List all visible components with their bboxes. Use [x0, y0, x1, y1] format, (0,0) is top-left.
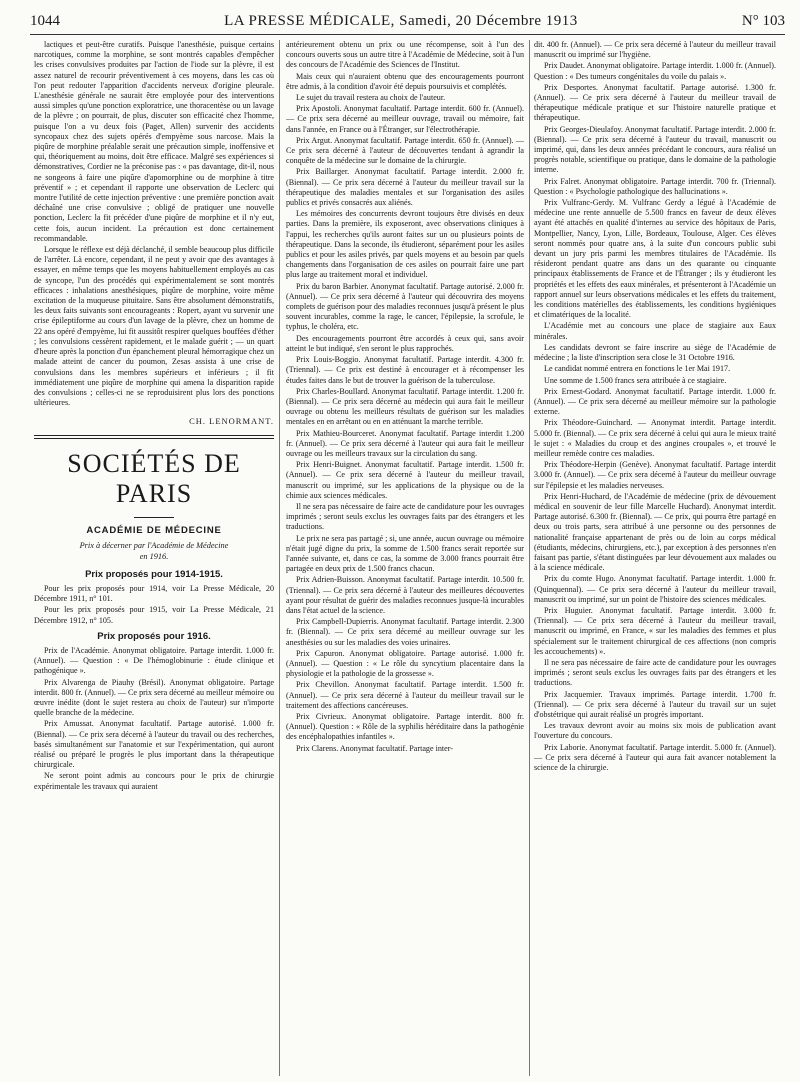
paragraph: Le sujet du travail restera au choix de l'auteur.: [296, 93, 446, 103]
paragraph: Prix Vulfranc-Gerdy. M. Vulfranc Gerdy a légué à l'Académie de médecine une rente annuelle de 5.500 francs en faveur de deux élèves ayant été attachés en qualité d'internes au service des hôpitaux de Paris, Montpellier, Nancy, Lyon, Lille, Bordeaux, Toulouse, Alger. Ces élèves seront nommés pour quatre ans, à la suite d'un concours public subi devant un jury pris parmi les membres titulaires de l'Académie. Ils résideront pendant quatre ans dans un des quarante ou cinquante principaux établissements de France et de l'Étranger ; ils y étudieront les propriétés et les effets des eaux minérales, et présenteront à l'Académie un rapport annuel sur leurs observations médicales et les effets du traitement, les conditions matérielles des établissements, les conditions hygiéniques et climatériques de la localité.: [534, 198, 776, 320]
paragraph: dit. 400 fr. (Annuel). — Ce prix sera décerné à l'auteur du meilleur travail manuscrit ou imprimé sur l'hygiène.: [534, 40, 776, 60]
paragraph: Pour les prix proposés pour 1915, voir La Presse Médicale, 21 Décembre 1912, n° 105.: [34, 605, 274, 625]
paragraph: Prix Daudet. Anonymat obligatoire. Partage interdit. 1.000 fr. (Annuel). Question : « Des tumeurs congénitales du voile du palais ».: [534, 61, 776, 81]
journal-running-title: LA PRESSE MÉDICALE, Samedi, 20 Décembre 1913: [224, 12, 578, 29]
divider: [134, 517, 174, 518]
paragraph: Prix Falret. Anonymat obligatoire. Partage interdit. 700 fr. (Triennal). Question : « Psychologie pathologique des hallucinations ».: [534, 176, 776, 196]
society-heading: ACADÉMIE DE MÉDECINE: [86, 524, 222, 536]
subheading: Prix proposés pour 1916.: [97, 630, 211, 642]
paragraph: Pour les prix proposés pour 1914, voir La Presse Médicale, 20 Décembre 1911, n° 101.: [34, 583, 274, 604]
paragraph: Prix Laborie. Anonymat facultatif. Partage interdit. 5.000 fr. (Annuel). — Ce prix sera décerné à l'auteur qui aura fait avancer notablement la science de la chirurgie.: [534, 742, 776, 773]
subheading: Prix proposés pour 1914-1915.: [85, 568, 223, 580]
paragraph: Prix Huguier. Anonymat facultatif. Partage interdit. 3.000 fr. (Triennal). — Ce prix sera décerné à l'auteur du meilleur travail, manuscrit ou imprimé, en France, « sur les maladies des femmes et plus spécialement sur le traitement chirurgical de ces affections (non compris les accouchements) ».: [534, 605, 776, 656]
paragraph: Les mémoires des concurrents devront toujours être divisés en deux parties. Dans la première, ils exposeront, avec observations cliniques à l'appui, les recherches qu'ils auront faites sur un ou plusieurs points de thérapeutique. Dans la seconde, ils étudieront, séparément pour les asiles publics et pour les asiles privés, par quels moyens et au besoin par quels changements dans l'organisation de ces asiles on pourrait faire une part plus large au traitement moral et individuel.: [286, 209, 524, 280]
paragraph: Prix Chevillon. Anonymat facultatif. Partage interdit. 1.500 fr. (Annuel). — Ce prix sera décerné à l'auteur du meilleur travail sur le traitement des affections cancéreuses.: [286, 680, 524, 710]
paragraph: Prix Apostoli. Anonymat facultatif. Partage interdit. 600 fr. (Annuel). — Ce prix sera décerné au meilleur ouvrage, travail ou mémoire, fait dans l'année, en France ou à l'Étranger, sur l'électrothérapie.: [286, 104, 524, 134]
section-divider: [34, 435, 274, 439]
paragraph: Prix Georges-Dieulafoy. Anonymat facultatif. Partage interdit. 2.000 fr. (Biennal). — Ce prix sera décerné à l'auteur du travail, manuscrit ou imprimé, qui, dans les deux années précédant le concours, aura réalisé un progrès notable, scientifique ou pratique, dans le domaine de la pathologie interne.: [534, 124, 776, 175]
paragraph: Prix Jacquemier. Travaux imprimés. Partage interdit. 1.700 fr. (Triennal). — Ce prix sera décerné à l'auteur du travail sur un sujet d'obstétrique qui aurait réalisé un progrès important.: [534, 689, 776, 719]
paragraph: Les candidats devront se faire inscrire au siège de l'Académie de médecine ; la liste d'inscription sera close le 31 Octobre 1916.: [534, 342, 776, 363]
paragraph: Des encouragements pourront être accordés à ceux qui, sans avoir atteint le but indiqué, s'en seront le plus rapprochés.: [286, 333, 524, 353]
paragraph: L'Académie met au concours une place de stagiaire aux Eaux minérales.: [534, 321, 776, 341]
section-title: SOCIÉTÉS DE PARIS: [67, 448, 241, 508]
paragraph: Mais ceux qui n'auraient obtenu que des encouragements pourront être admis, à la condition d'avoir été depuis poursuivis et complétés.: [286, 71, 524, 91]
paragraph: Les travaux devront avoir au moins six mois de publication avant l'ouverture du concours.: [534, 721, 776, 741]
paragraph: Le prix ne sera pas partagé ; si, une année, aucun ouvrage ou mémoire n'était jugé digne du prix, la somme de 1.500 francs serait reportée sur l'année suivante, et, dans ce cas, la somme de 3.000 francs pourrait être partagée en deux prix de 1.500 francs chacun.: [286, 533, 524, 574]
paragraph: Prix Henri-Huchard, de l'Académie de médecine (prix de dévouement médical en souvenir de leur fille Marcelle Huchard). Anonymat interdit. Partage autorisé. 6.300 fr. (Biennal). — Ce prix, qui pourra être partagé en deux ou trois parts, sera attribué à une personne ou des personnes de nationalité française appartenant de près ou de loin au corps médical (étudiants, médecins, chirurgiens, etc.), par exception à des personnes n'en faisant pas partie, s'étant distinguées par leur dévouement aux malades ou à la science médicale.: [534, 491, 776, 573]
paragraph: Prix Charles-Boullard. Anonymat facultatif. Partage interdit. 1.200 fr. (Biennal). — Ce prix sera décerné au médecin qui aura fait le meilleur ouvrage ou obtenu les meilleurs résultats de guérison sur les maladies mentales en en arrêtant ou en en atténuant la marche terrible.: [286, 386, 524, 427]
paragraph: Prix Clarens. Anonymat facultatif. Partage inter-: [296, 743, 453, 753]
paragraph: Il ne sera pas nécessaire de faire acte de candidature pour les ouvrages imprimés ; seront seuls exclus les ouvrages faits par des étrangers et les traductions.: [286, 501, 524, 532]
paragraph: Prix Adrien-Buisson. Anonymat facultatif. Partage interdit. 10.500 fr. (Triennal). — Ce prix sera décerné à l'auteur des meilleures découvertes ayant pour résultat de guérir des maladies reconnues jusque-là incurables dans l'état actuel de la science.: [286, 575, 524, 615]
section-subtitle: Prix à décerner par l'Académie de Médecine en 1916.: [79, 540, 229, 561]
column-separator: [529, 40, 530, 1076]
paragraph: Prix Campbell-Dupierris. Anonymat facultatif. Partage interdit. 2.300 fr. (Biennal). — Ce prix sera décerné au meilleur ouvrage sur les anesthésies ou sur les maladies des voies urinaires.: [286, 617, 524, 647]
paragraph: Prix de l'Académie. Anonymat obligatoire. Partage interdit. 1.000 fr. (Annuel). — Question : « De l'hémoglobinurie : étude clinique et pathogénique ».: [34, 645, 274, 676]
paragraph: antérieurement obtenu un prix ou une récompense, soit à l'un des concours ouverts sous un autre titre à l'Académie de Médecine, soit à l'un des concours de l'Académie des Sciences de l'Institut.: [286, 40, 524, 70]
paragraph: Prix Ernest-Godard. Anonymat facultatif. Partage interdit. 1.000 fr. (Annuel). — Ce prix sera décerné au meilleur mémoire sur la pathologie externe.: [534, 386, 776, 417]
paragraph: Prix Henri-Buignet. Anonymat facultatif. Partage interdit. 1.500 fr. (Annuel). — Ce prix sera décerné à l'auteur du meilleur travail, manuscrit ou imprimé, sur les applications de la physique ou de la chimie aux sciences médicales.: [286, 460, 524, 500]
paragraph: Prix Alvarenga de Piauhy (Brésil). Anonymat obligatoire. Partage interdit. 800 fr. (Annuel). — Ce prix sera décerné au meilleur mémoire ou œuvre inédite (dont le sujet restera au choix de l'auteur) sur n'importe quelle branche de la médecine.: [34, 677, 274, 718]
paragraph: Prix Théodore-Guinchard. — Anonymat interdit. Partage interdit. 5.000 fr. (Biennal). — Ce prix sera décerné à celui qui aura le mieux traité le sujet : « Maladies du croup et des angines croupales », et trouvé le meilleur remède contre ces maladies.: [534, 418, 776, 458]
column-1: [34, 40, 274, 1076]
column-2: [286, 40, 524, 1076]
paragraph: Prix Mathieu-Bourceret. Anonymat facultatif. Partage interdit 1.200 fr. (Annuel). — Ce prix sera décerné à l'auteur qui aura fait le meilleur ouvrage ou les meilleurs travaux sur la circulation du sang.: [286, 428, 524, 458]
paragraph: Prix Amussat. Anonymat facultatif. Partage autorisé. 1.000 fr. (Biennal). — Ce prix sera décerné à l'auteur du travail ou des recherches, basés simultanément sur l'anatomie et sur l'expérimentation, qui auront réalisé ou préparé le progrès le plus important dans la thérapeutique chirurgicale.: [34, 719, 274, 770]
paragraph: Une somme de 1.500 francs sera attribuée à ce stagiaire.: [544, 375, 727, 385]
paragraph: Prix Baillarger. Anonymat facultatif. Partage interdit. 2.000 fr. (Biennal). — Ce prix sera décerné à l'auteur du meilleur travail sur la thérapeutique des maladies mentales et sur l'organisation des asiles publics et privés consacrés aux aliénés.: [286, 167, 524, 208]
paragraph: Prix Argut. Anonymat facultatif. Partage interdit. 650 fr. (Annuel). — Ce prix sera décerné à l'auteur de découvertes tendant à agrandir la conquête de la médecine sur le domaine de la chirurgie.: [286, 135, 524, 166]
issue-number: N° 103: [741, 12, 785, 29]
page-header: [30, 8, 785, 34]
paragraph: Lorsque le réflexe est déjà déclanché, il semble beaucoup plus difficile de l'arrêter. Là encore, cependant, il ne peut y avoir que des avantages à essayer, en même temps que les moyens habituellement employés au cas de syncope, l'un des procédés qui expérimentalement se sont montrés efficaces : inhalations anesthésiques, piqûre de morphine, voire même excitation de la muqueuse pituitaire. Sans être absolument démonstratifs, les deux faits suivants sont encourageants : Ropert, ayant vu survenir une crise épileptiforme au cours d'un lavage de la plèvre, chez un homme de 22 ans opéré d'empyème, lui fit aussitôt respirer quelques bouffées d'éther ; les convulsions cessèrent rapidement, et le malade guérit ; — un quart d'heure après la ponction d'un épanchement pleural hémorragique chez un malade atteint de cancer du poumon, Zesas assista à une crise de convulsions dans les membres supérieurs et inférieurs ; il fit immédiatement une piqûre de morphine qui amena la disparition rapide des convulsions ; celles-ci ne se reproduisirent plus lors des ponctions ultérieures.: [34, 245, 274, 408]
page-number: 1044: [30, 12, 60, 29]
paragraph: Prix du comte Hugo. Anonymat facultatif. Partage interdit. 1.000 fr. (Quinquennal). — Ce prix sera décerné à l'auteur du meilleur travail, manuscrit ou imprimé, sur un point de l'histoire des sciences médicales.: [534, 574, 776, 604]
paragraph: Prix Louis-Boggio. Anonymat facultatif. Partage interdit. 4.300 fr. (Triennal). — Ce prix est destiné à encourager et à récompenser les études faites dans le but de trouver la guérison de la tuberculose.: [286, 355, 524, 385]
header-rule: [30, 34, 785, 35]
paragraph: Prix Capuron. Anonymat obligatoire. Partage autorisé. 1.000 fr. (Annuel). — Question : « Le rôle du syncytium placentaire dans la physiologie et la pathologie de la grossesse ».: [286, 648, 524, 679]
paragraph: Le candidat nommé entrera en fonctions le 1er Mai 1917.: [544, 364, 731, 374]
paragraph: lactiques et peut-être curatifs. Puisque l'anesthésie, puisque certains narcotiques, comme la morphine, se sont montrés capables d'empêcher les crises convulsives produites par l'action de l'iode sur la plèvre, il est assez naturel de recourir préventivement à ces moyens, dans les cas où l'on peut redouter l'apparition d'accidents nerveux d'origine pleurale. L'anesthésie générale ne saurait être employée pour des interventions aussi simples qu'une ponction exploratrice, une thoracentèse ou un lavage de la plèvre ; on pourrait, de plus, discuter son efficacité chez l'homme, puisque l'on a vu deux fois (Paget, Allen) survenir des accidents syncopaux chez des sujets opérés d'empyème sous narcose. Mais la piqûre de morphine préalable serait une précaution simple, inoffensive et qui, théoriquement au moins, doit être efficace. Malgré ses expériences si démonstratives, Cordier ne la préconise pas : « pas davantage, dit-il, nous ne songeons à faire une piqûre d'apomorphine ou de morphine à titre préventif » ; et cependant il rapporte une observation de Leclerc qui montre l'utilité de cette injection préventive : une première ponction avait déchaîné une crise convulsive ; obligé de pratiquer une nouvelle ponction, Leclerc la fit précéder d'une piqûre de morphine et il n'y eut, cette fois, aucun incident. La précaution est donc certainement recommandable.: [34, 40, 274, 243]
paragraph: Prix du baron Barbier. Anonymat facultatif. Partage autorisé. 2.000 fr. (Annuel). — Ce prix sera décerné à l'auteur qui découvrira des moyens complets de guérison pour des maladies reconnues jusqu'à présent le plus souvent incurables, comme la rage, le cancer, l'épilepsie, la scrofule, le typhus, le choléra, etc.: [286, 281, 524, 332]
author-signature: CH. LENORMANT.: [189, 416, 274, 427]
column-3: [534, 40, 776, 1076]
paragraph: Prix Desportes. Anonymat facultatif. Partage autorisé. 1.300 fr. (Annuel). — Ce prix sera décerné à l'auteur du meilleur travail de thérapeutique médicale pratique et sur l'histoire naturelle pratique et thérapeutique.: [534, 82, 776, 123]
column-separator: [279, 40, 280, 1076]
paragraph: Ne seront point admis au concours pour le prix de chirurgie expérimentale les travaux qui auraient: [34, 771, 274, 791]
paragraph: Prix Théodore-Herpin (Genève). Anonymat facultatif. Partage interdit 3.000 fr. (Annuel). — Ce prix sera décerné à l'auteur du meilleur ouvrage sur l'épilepsie et les maladies nerveuses.: [534, 460, 776, 490]
paragraph: Il ne sera pas nécessaire de faire acte de candidature pour les ouvrages imprimés ; seront seuls exclus les ouvrages faits par des étrangers et les traductions.: [534, 657, 776, 688]
paragraph: Prix Civrieux. Anonymat obligatoire. Partage interdit. 800 fr. (Annuel). Question : « Rôle de la syphilis héréditaire dans la pathogénie des encéphalopathies infantiles ».: [286, 712, 524, 742]
